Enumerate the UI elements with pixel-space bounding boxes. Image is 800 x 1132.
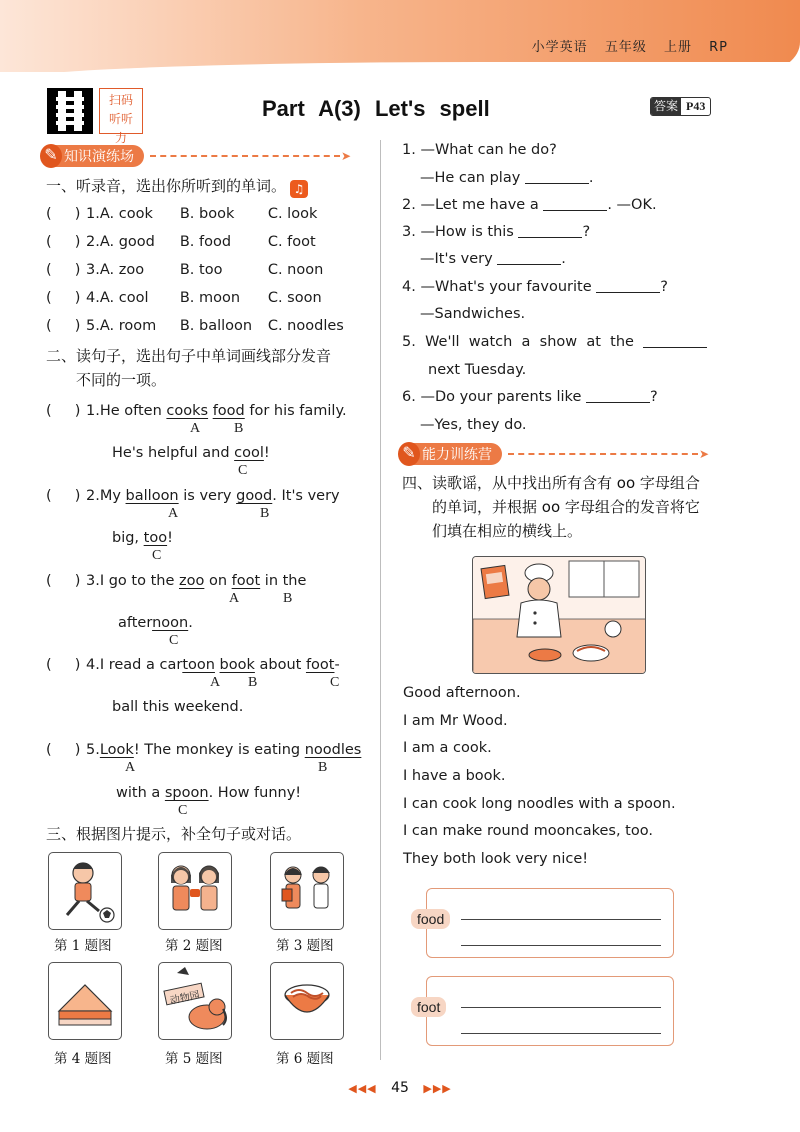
q2-sentence-1: ( ) 1.He often cooks food for his family.: [46, 403, 347, 419]
letter-b: B: [283, 591, 293, 606]
letter-c: C: [238, 463, 248, 478]
option-a[interactable]: A. cook: [99, 206, 153, 222]
q3-num: 2.: [402, 197, 416, 213]
chant-line: I am Mr Wood.: [403, 713, 508, 729]
text: after: [118, 615, 153, 631]
subject-label: 小学英语: [531, 40, 588, 55]
q1-num: 1.: [86, 206, 100, 222]
text: ! The monkey is eating: [133, 742, 305, 758]
caption-6: 第 6 题图: [276, 1051, 334, 1067]
chant-line: I can cook long noodles with a spoon.: [403, 796, 676, 812]
q3-item-4-answer: [420, 304, 525, 324]
q3-item-1: [402, 140, 557, 160]
qr-label-line1: 扫码: [108, 93, 133, 107]
q2-sentence-5-cont: [116, 783, 301, 803]
q2-num: 1.: [86, 403, 100, 419]
letter-a: A: [229, 591, 240, 606]
caption-3: 第 3 题图: [276, 938, 334, 954]
section-ability: [400, 443, 709, 465]
option-c[interactable]: C. noon: [267, 262, 324, 278]
q1-item-1: ( ) 1.A. cook B. book C. look: [46, 206, 318, 222]
caption-5: 第 5 题图: [165, 1051, 223, 1067]
q2-num: 5.: [86, 742, 100, 758]
pencil-icon: ✎: [40, 144, 62, 168]
q1-item-5: ( ) 5.A. room B. balloon C. noodles: [46, 318, 344, 334]
section-knowledge: [42, 145, 351, 167]
q1-item-2: ( ) 2.A. good B. food C. foot: [46, 234, 316, 250]
picture-6-noodles: [270, 962, 344, 1040]
text: -: [334, 657, 340, 673]
underlined-word: noon: [152, 615, 189, 631]
answer-line[interactable]: [461, 919, 661, 920]
picture-4-sandwich: [48, 962, 122, 1040]
text: My: [99, 488, 126, 504]
answer-text: next Tuesday.: [428, 362, 527, 378]
underlined-word: foot: [231, 573, 261, 589]
underlined-word: food: [212, 403, 245, 419]
chant-line: Good afternoon.: [403, 685, 521, 701]
q1-num: 2.: [86, 234, 100, 250]
text: I go to the: [99, 573, 179, 589]
sandwich-icon: [49, 963, 121, 1038]
q2-num: 2.: [86, 488, 100, 504]
text: .: [588, 170, 594, 186]
page-title: Part A(3) Let's spell: [262, 96, 490, 121]
q2-sentence-3: ( ) 3.I go to the zoo on foot in the: [46, 573, 307, 589]
answer-page: P43: [686, 99, 706, 113]
option-b[interactable]: B. balloon: [179, 318, 253, 334]
card-word-foot: foot: [411, 997, 446, 1017]
letter-c: C: [178, 803, 188, 818]
underlined-word: cooks: [166, 403, 209, 419]
option-a[interactable]: A. zoo: [99, 262, 145, 278]
q4-head: [402, 471, 700, 543]
q2-head: [46, 344, 331, 392]
qr-label-line2: 听听力: [108, 112, 133, 145]
text: in the: [260, 573, 307, 589]
edition-label: RP: [709, 40, 728, 55]
question-text: —What's your favourite: [420, 279, 592, 295]
underlined-word: too: [143, 530, 168, 546]
q2-sentence-5: ( ) 5.Look! The monkey is eating noodles: [46, 742, 362, 758]
q3-head: 三、根据图片提示，补全句子或对话。: [46, 825, 302, 843]
page-footer: [0, 1080, 800, 1096]
text: ?: [582, 224, 591, 240]
caption-2: 第 2 题图: [165, 938, 223, 954]
option-a[interactable]: A. cool: [99, 290, 149, 306]
q4-head-line3: 们填在相应的横线上。: [432, 522, 583, 540]
text: He's helpful and: [112, 445, 235, 461]
girls-icon: [159, 853, 231, 928]
headphone-icon[interactable]: ♫: [290, 180, 308, 198]
answer-blank[interactable]: [497, 264, 561, 265]
q3-item-5: [402, 332, 707, 352]
chef-cooking-icon: [473, 557, 646, 674]
volume-label: 上册: [663, 40, 692, 55]
option-c[interactable]: C. noodles: [267, 318, 344, 334]
q1-num: 4.: [86, 290, 100, 306]
caption-1: 第 1 题图: [54, 938, 112, 954]
q3-item-5-answer: [428, 360, 526, 380]
answer-blank[interactable]: [586, 402, 650, 403]
text: ?: [649, 389, 658, 405]
q2-head-line1: 二、读句子，选出句子中单词画线部分发音: [46, 347, 332, 365]
chant-line: I can make round mooncakes, too.: [403, 823, 653, 839]
letter-b: B: [260, 506, 270, 521]
question-text: —Do your parents like: [420, 389, 582, 405]
q2-sentence-1-cont: [112, 443, 270, 463]
underlined-word: spoon: [164, 785, 209, 801]
section-knowledge-label: 知识演练场: [64, 149, 134, 165]
underlined-word: toon: [182, 657, 215, 673]
question-text: —How is this: [420, 224, 514, 240]
q3-num: 6.: [402, 389, 416, 405]
q2-sentence-2: ( ) 2.My balloon is very good. It's very: [46, 488, 340, 504]
option-a[interactable]: A. room: [99, 318, 157, 334]
option-c[interactable]: C. soon: [267, 290, 322, 306]
q1-item-3: ( ) 3.A. zoo B. too C. noon: [46, 262, 324, 278]
q2-sentence-3-cont: [118, 613, 193, 633]
text: big,: [112, 530, 144, 546]
answer-badge: [650, 97, 711, 116]
card-word-food: food: [411, 909, 450, 929]
option-b[interactable]: B. food: [179, 234, 232, 250]
answer-text: —He can play: [420, 170, 521, 186]
q4-head-line2: 的单词，并根据 oo 字母组合的发音将它: [432, 498, 700, 516]
zoo-sign-text: 动物园: [169, 989, 201, 1007]
pencil-icon: ✎: [398, 442, 420, 466]
section-ability-label: 能力训练营: [422, 447, 492, 463]
q1-num: 3.: [86, 262, 100, 278]
answer-blank[interactable]: [543, 210, 607, 211]
answer-blank[interactable]: [518, 237, 582, 238]
answer-card-food: [417, 888, 674, 958]
text: . How funny!: [208, 785, 302, 801]
letter-a: A: [190, 421, 201, 436]
noodles-bowl-icon: [271, 963, 343, 1038]
page-number: 45: [391, 1080, 409, 1096]
chef-picture: [472, 556, 646, 674]
answer-blank[interactable]: [596, 292, 660, 293]
q2-sentence-4-cont: [112, 697, 243, 717]
chant-line: They both look very nice!: [403, 851, 589, 867]
picture-2-girls-talking: [158, 852, 232, 930]
q3-num: 1.: [402, 142, 416, 158]
text: .: [561, 251, 566, 267]
option-c[interactable]: C. look: [267, 206, 318, 222]
q3-item-6-answer: [420, 415, 527, 435]
option-b[interactable]: B. moon: [179, 290, 241, 306]
q1-head: [46, 174, 308, 198]
underlined-word: noodles: [304, 742, 362, 758]
q2-sentence-2-cont: [112, 528, 173, 548]
letter-a: A: [168, 506, 179, 521]
underlined-word: zoo: [179, 573, 205, 589]
column-divider: [380, 140, 381, 1060]
text: ?: [660, 279, 668, 295]
answer-tag: 答案: [651, 98, 681, 115]
letter-c: C: [169, 633, 179, 648]
answer-text: —It's very: [420, 251, 493, 267]
letter-b: B: [318, 760, 328, 775]
header-info: [520, 36, 728, 55]
caption-4: 第 4 题图: [54, 1051, 112, 1067]
q3-num: 5.: [402, 334, 416, 350]
letter-b: B: [248, 675, 258, 690]
next-arrows-icon: ▶▶▶: [423, 1082, 452, 1095]
text: He often: [99, 403, 167, 419]
q2-sentence-4: ( ) 4.I read a cartoon book about foot-: [46, 657, 340, 673]
q1-item-4: ( ) 4.A. cool B. moon C. soon: [46, 290, 322, 306]
letter-b: B: [234, 421, 244, 436]
underlined-word: book: [219, 657, 255, 673]
boy-football-icon: [49, 853, 121, 928]
text: for his family.: [244, 403, 347, 419]
prev-arrows-icon: ◀◀◀: [348, 1082, 377, 1095]
text: about: [254, 657, 306, 673]
underlined-word: Look: [99, 742, 134, 758]
option-b[interactable]: B. book: [179, 206, 235, 222]
children-book-icon: [271, 853, 343, 928]
text: I read a car: [99, 657, 183, 673]
underlined-word: cool: [234, 445, 264, 461]
zoo-elephant-icon: [159, 963, 231, 1038]
q2-num: 3.: [86, 573, 100, 589]
answer-line[interactable]: [461, 1007, 661, 1008]
question-text: —What can he do?: [420, 142, 557, 158]
chant-line: I am a cook.: [403, 740, 492, 756]
q3-item-4: [402, 277, 668, 297]
letter-c: C: [330, 675, 340, 690]
answer-line[interactable]: [461, 945, 661, 946]
letter-a: A: [210, 675, 221, 690]
underlined-word: balloon: [125, 488, 179, 504]
qr-label: [99, 88, 143, 145]
q4-head-line1: 四、读歌谣，从中找出所有含有 oo 字母组合: [402, 474, 700, 492]
q1-head-text: 一、听录音，选出你所听到的单词。: [46, 177, 287, 195]
answer-text: —Yes, they do.: [420, 417, 527, 433]
q3-item-2: [402, 195, 657, 215]
text: on: [204, 573, 232, 589]
text: . —OK.: [607, 197, 657, 213]
option-a[interactable]: A. good: [99, 234, 155, 250]
q1-num: 5.: [86, 318, 100, 334]
option-b[interactable]: B. too: [179, 262, 223, 278]
text: with a: [116, 785, 165, 801]
option-c[interactable]: C. foot: [267, 234, 316, 250]
q3-item-3: [402, 222, 590, 242]
answer-blank[interactable]: [643, 347, 707, 348]
underlined-word: foot: [305, 657, 335, 673]
qr-code-icon[interactable]: [47, 88, 93, 134]
q3-item-6: [402, 387, 658, 407]
arrow-icon: ➤: [341, 149, 352, 163]
arrow-icon: ➤: [699, 447, 710, 461]
q3-item-1-answer: [420, 168, 594, 188]
answer-blank[interactable]: [525, 183, 589, 184]
letter-c: C: [152, 548, 162, 563]
q3-num: 4.: [402, 279, 416, 295]
q3-item-3-answer: [420, 249, 566, 269]
text: .: [188, 615, 193, 631]
text: ball this weekend.: [112, 699, 244, 715]
answer-card-foot: [417, 976, 674, 1046]
chant-line: I have a book.: [403, 768, 506, 784]
picture-3-children-book: [270, 852, 344, 930]
underlined-word: good: [236, 488, 273, 504]
dash-line: [150, 155, 340, 157]
dash-line: [508, 453, 698, 455]
picture-1-boy-football: [48, 852, 122, 930]
question-text: —Let me have a: [420, 197, 539, 213]
answer-line[interactable]: [461, 1033, 661, 1034]
picture-5-zoo: [158, 962, 232, 1040]
answer-text: —Sandwiches.: [420, 306, 526, 322]
text: !: [263, 445, 270, 461]
text: is very: [178, 488, 237, 504]
text: !: [167, 530, 173, 546]
q3-num: 3.: [402, 224, 416, 240]
question-text: We'll watch a show at the: [425, 334, 634, 350]
grade-label: 五年级: [604, 40, 647, 55]
letter-a: A: [125, 760, 136, 775]
text: . It's very: [272, 488, 340, 504]
q2-num: 4.: [86, 657, 100, 673]
q2-head-line2: 不同的一项。: [76, 371, 167, 389]
